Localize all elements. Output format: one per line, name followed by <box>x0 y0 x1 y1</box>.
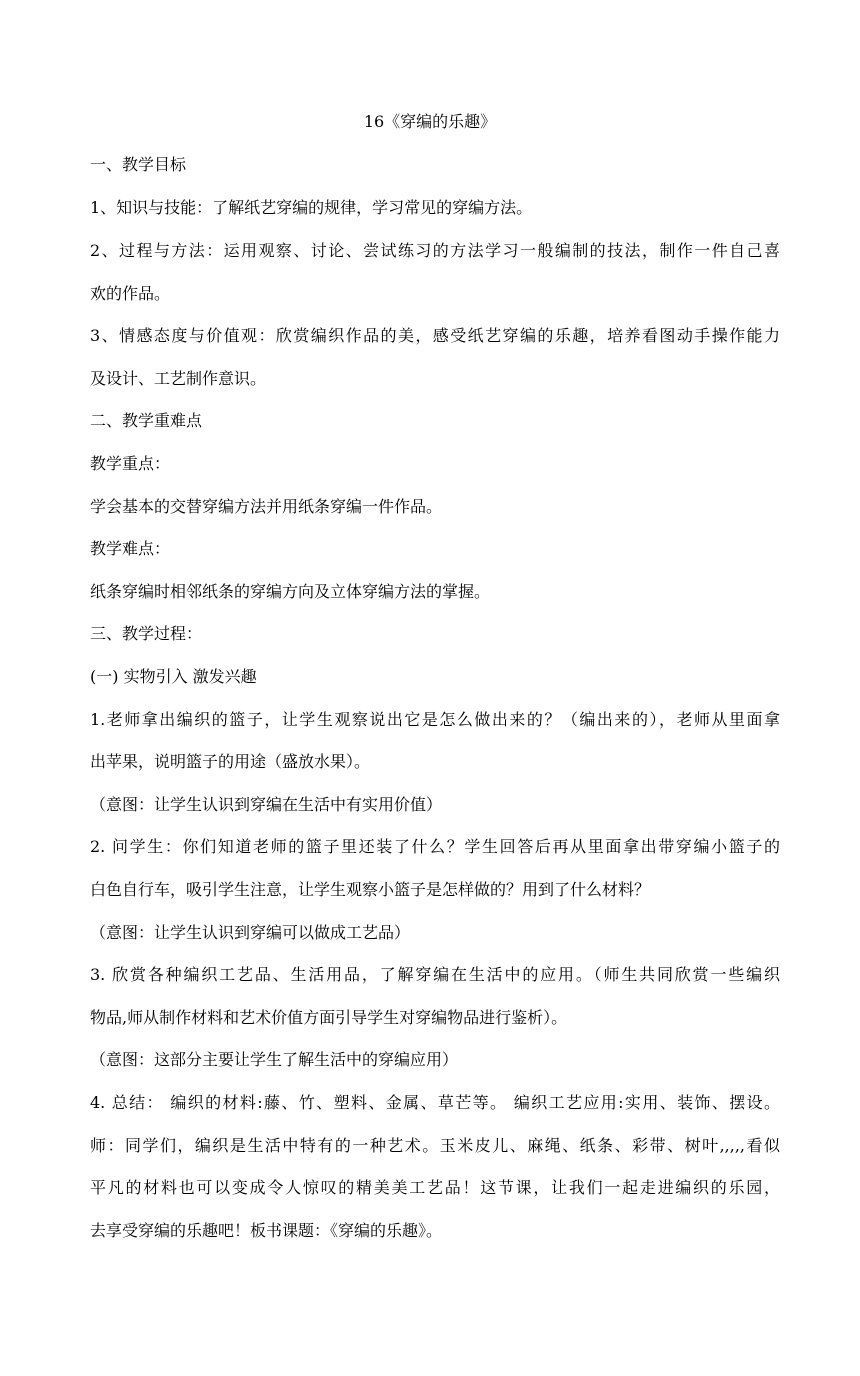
text-line: 2、过程与方法：运用观察、讨论、尝试练习的方法学习一般编制的技法，制作一件自己喜 <box>90 241 780 260</box>
text-line: 1、知识与技能：了解纸艺穿编的规律，学习常见的穿编方法。 <box>90 198 533 217</box>
text-line: 去享受穿编的乐趣吧！板书课题：《穿编的乐趣》。 <box>90 1221 443 1240</box>
document-title: 16《穿编的乐趣》 <box>363 112 497 131</box>
text-line: 师：同学们，编织是生活中特有的一种艺术。玉米皮儿、麻绳、纸条、彩带、树叶,,,,,看似 <box>90 1136 780 1155</box>
text-line: 白色自行车，吸引学生注意，让学生观察小篮子是怎样做的？用到了什么材料？ <box>90 880 651 899</box>
text-line: 3. 欣赏各种编织工艺品、生活用品，了解穿编在生活中的应用。（师生共同欣赏一些编织 <box>90 965 780 984</box>
text-line: 学会基本的交替穿编方法并用纸条穿编一件作品。 <box>90 497 443 516</box>
text-line: 教学难点： <box>90 539 171 558</box>
text-line: 3、情感态度与价值观：欣赏编织作品的美，感受纸艺穿编的乐趣，培养看图动手操作能力 <box>90 326 780 345</box>
text-line: 出苹果，说明篮子的用途（盛放水果）。 <box>90 752 371 771</box>
text-line: 教学重点： <box>90 454 171 473</box>
section-heading: 三、教学过程： <box>90 624 203 643</box>
text-line: 物品,师从制作材料和艺术价值方面引导学生对穿编物品进行鉴析）。 <box>90 1008 568 1027</box>
text-line: (一) 实物引入 激发兴趣 <box>90 667 257 686</box>
text-line: 及设计、工艺制作意识。 <box>90 369 267 388</box>
text-line: （意图：让学生认识到穿编可以做成工艺品） <box>90 923 411 942</box>
section-heading: 二、教学重难点 <box>90 411 203 430</box>
text-line: 欢的作品。 <box>90 284 171 303</box>
text-line: 1.老师拿出编织的篮子，让学生观察说出它是怎么做出来的？（编出来的），老师从里面拿 <box>90 710 780 729</box>
text-line: 一、教学目标 <box>90 155 187 174</box>
text-line: 平凡的材料也可以变成令人惊叹的精美美工艺品！这节课，让我们一起走进编织的乐园， <box>90 1178 780 1197</box>
text-line: （意图：这部分主要让学生了解生活中的穿编应用） <box>90 1050 459 1069</box>
text-line: 2. 问学生：你们知道老师的篮子里还装了什么？学生回答后再从里面拿出带穿编小篮子的 <box>90 837 780 856</box>
text-line: （意图：让学生认识到穿编在生活中有实用价值） <box>90 795 443 814</box>
text-line: 纸条穿编时相邻纸条的穿编方向及立体穿编方法的掌握。 <box>90 582 491 601</box>
text-line: 4. 总结： 编织的材料:藤、竹、塑料、金属、草芒等。 编织工艺应用:实用、装饰、摆设。 <box>90 1093 780 1112</box>
